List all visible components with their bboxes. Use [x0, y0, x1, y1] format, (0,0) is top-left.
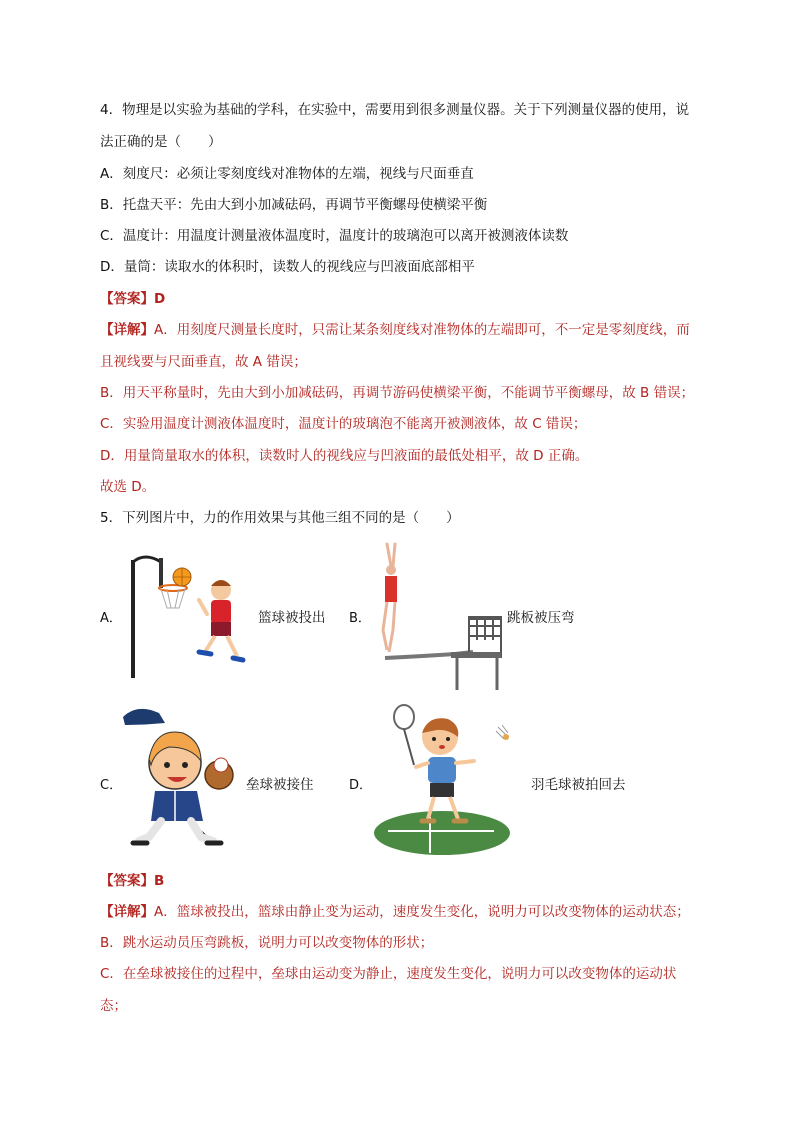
q4-option-a: A．刻度尺：必须让零刻度线对准物体的左端，视线与尺面垂直 [100, 166, 474, 182]
q5-stem: 5．下列图片中，力的作用效果与其他三组不同的是（ ） [100, 510, 460, 526]
q4-answer [100, 289, 165, 309]
q4-conclusion: 故选 D。 [100, 479, 156, 495]
q5-detail-c-line2: 态； [100, 998, 127, 1014]
q4-detail-line1 [100, 320, 690, 340]
q5-option-a-letter: A． [100, 611, 122, 626]
diving-board-illustration [365, 540, 505, 690]
q5-detail-label: 【详解】 [100, 904, 154, 920]
baseball-catch-illustration [115, 703, 245, 853]
q4-detail-line2: 且视线要与尺面垂直，故 A 错误； [100, 354, 307, 370]
badminton-illustration [370, 705, 530, 855]
q5-answer-label: 【答案】 [100, 873, 154, 889]
q5-detail-a-text: A．篮球被投出，篮球由静止变为运动，速度发生变化，说明力可以改变物体的运动状态； [154, 904, 690, 920]
q5-option-c-letter: C． [100, 778, 123, 793]
q5-option-a-caption: 篮球被投出 [258, 610, 326, 626]
q4-option-d: D．量筒：读取水的体积时，读数人的视线应与凹液面底部相平 [100, 259, 475, 275]
q4-detail-b: B．用天平称量时，先由大到小加减砝码，再调节游码使横梁平衡，不能调节平衡螺母，故 B 错误； [100, 385, 695, 401]
q4-answer-label: 【答案】 [100, 291, 154, 307]
q5-option-d-letter: D． [349, 778, 373, 793]
q5-option-c-caption: 垒球被接住 [246, 777, 314, 793]
q4-option-b: B．托盘天平：先由大到小加减砝码，再调节平衡螺母使横梁平衡 [100, 197, 488, 213]
q5-option-b-caption: 跳板被压弯 [507, 610, 575, 626]
q5-detail-b: B．跳水运动员压弯跳板，说明力可以改变物体的形状； [100, 935, 434, 951]
q5-answer-value: B [154, 873, 165, 889]
q4-option-c: C．温度计：用温度计测量液体温度时，温度计的玻璃泡可以离开被测液体读数 [100, 228, 569, 244]
q5-option-d-caption: 羽毛球被拍回去 [531, 777, 626, 793]
q5-detail-c-line1: C．在垒球被接住的过程中，垒球由运动变为静止，速度发生变化，说明力可以改变物体的运动状 [100, 966, 677, 982]
q4-stem-line2: 法正确的是（ ） [100, 134, 222, 150]
q5-detail-a [100, 902, 690, 922]
q4-detail-d: D．用量筒量取水的体积，读数时人的视线应与凹液面的最低处相平，故 D 正确。 [100, 448, 589, 464]
q4-detail-label: 【详解】 [100, 322, 154, 338]
q4-answer-value: D [154, 291, 166, 307]
q5-answer [100, 871, 164, 891]
basketball-illustration [125, 548, 255, 678]
q4-detail-c: C．实验用温度计测液体温度时，温度计的玻璃泡不能离开被测液体，故 C 错误； [100, 416, 587, 432]
q5-option-b-letter: B． [349, 611, 371, 626]
q4-stem-line1: 4．物理是以实验为基础的学科，在实验中，需要用到很多测量仪器。关于下列测量仪器的使用，说 [100, 102, 690, 118]
q4-detail-text1: A．用刻度尺测量长度时，只需让某条刻度线对准物体的左端即可，不一定是零刻度线，而 [154, 322, 690, 338]
